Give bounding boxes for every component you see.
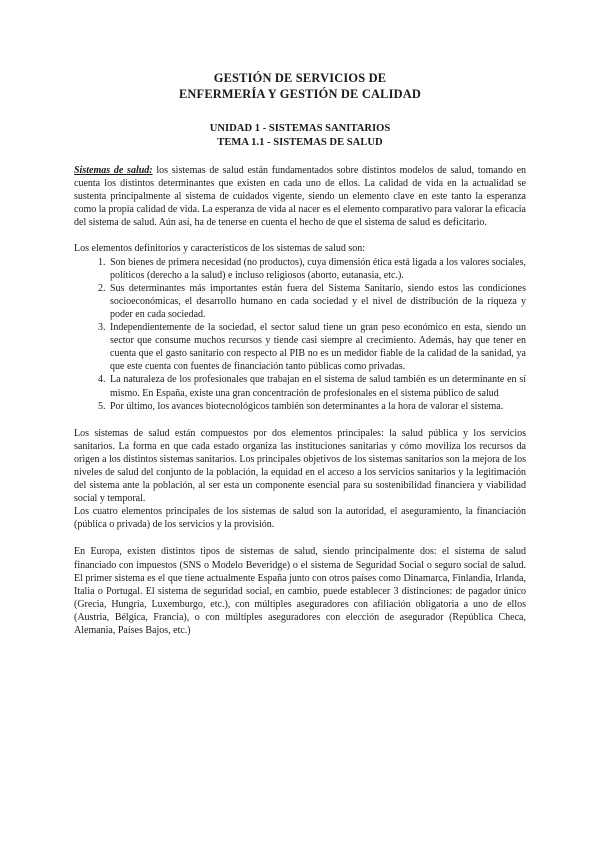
components-paragraph-2: Los cuatro elementos principales de los sistemas de salud son la autoridad, el aseguramiento, la financiación (pública o privada) de los servicios y la provisión.: [74, 506, 526, 531]
list-item: 2. Sus determinantes más importantes están fuera del Sistema Sanitario, siendo estos las condiciones socioeconómicas, el desarrollo humano en cada sociedad y el nivel de distribución de la riqueza y poder en cada sociedad.: [108, 282, 526, 321]
list-item: 3. Independientemente de la sociedad, el sector salud tiene un gran peso económico en esta, siendo un sector que consume muchos recursos y tiende casi siempre al crecimiento. Además, hay que tener en cuenta que el gasto sanitario con respecto al PIB no es un medidor fiable de la calidad de la sanidad, ya que este cuenta con fuentes de financiación tanto públicas como privadas.: [108, 321, 526, 373]
components-paragraph-1: Los sistemas de salud están compuestos por dos elementos principales: la salud pública y los servicios sanitarios. La forma en que cada estado organiza las instituciones sanitarias y cómo moviliza los recursos da origen a los distintos sistemas sanitarios. Los principales objetivos de los sistemas sanitarios son la mejora de los niveles de salud del conjunto de la población, la equidad en el acceso a los servicios sanitarios y la legitimación del sistema ante la población, al ser esta un componente esencial para su sostenibilidad financiera y viabilidad social y temporal.: [74, 427, 526, 505]
list-item: 5. Por último, los avances biotecnológicos también son determinantes a la hora de valorar el sistema.: [108, 400, 526, 413]
list-item: 4. La naturaleza de los profesionales que trabajan en el sistema de salud también es un determinante en sí mismo. En España, existe una gran concentración de profesionales en el sistema público de salud: [108, 373, 526, 399]
unit-title: UNIDAD 1 - SISTEMAS SANITARIOS: [209, 123, 391, 134]
title-line-1: GESTIÓN DE SERVICIOS DE: [213, 71, 387, 85]
intro-text: los sistemas de salud están fundamentados sobre distintos modelos de salud, tomando en cuenta los distintos determinantes que existen en cada uno de ellos. La calidad de vida en la actualidad se sustenta principalmente al sistema de cuidados vigente, siendo un elemento clave en este tanto la esperanza como la propia calidad de vida. La esperanza de vida al nacer es el elemento comparativo para valorar la eficacia del sistema de salud. Aún así, ha de tenerse en cuenta el hecho de que el sistema de salud es deficitario.: [74, 165, 527, 229]
intro-paragraph: [74, 164, 526, 229]
components-section: [74, 427, 526, 532]
unit-heading: [74, 122, 526, 149]
list-item: 1. Son bienes de primera necesidad (no productos), cuya dimensión ética está ligada a los valores sociales, políticos (derecho a la salud) e incluso religiosos (aborto, eutanasia, etc.).: [108, 256, 526, 282]
topic-title: TEMA 1.1 - SISTEMAS DE SALUD: [217, 136, 383, 148]
intro-lead-term: Sistemas de salud:: [74, 165, 153, 176]
europe-paragraph: En Europa, existen distintos tipos de sistemas de salud, siendo principalmente dos: el sistema de salud financiado con impuestos (SNS o Modelo Beveridge) o el sistema de Seguridad Social o seguro social de salud. El primer sistema es el que tiene actualmente España junto con otros países como Dinamarca, Finlandia, Irlanda, Italia o Portugal. El sistema de seguridad social, en cambio, puede establecer 3 distinciones: de pagador único (Grecia, Hungría, Luxemburgo, etc.), con múltiples aseguradores con afiliación obligatoria a uno de ellos (Austria, Bélgica, Francia), o con múltiples aseguradores con elección de asegurador (República Checa, Alemania, Países Bajos, etc.): [74, 546, 526, 636]
europe-section: [74, 545, 526, 637]
document-title: [74, 70, 526, 102]
title-line-2: ENFERMERÍA Y GESTIÓN DE CALIDAD: [178, 87, 422, 101]
elements-heading: Los elementos definitorios y característicos de los sistemas de salud son:: [74, 243, 366, 255]
elements-section: [74, 242, 526, 412]
elements-list: [74, 256, 526, 413]
